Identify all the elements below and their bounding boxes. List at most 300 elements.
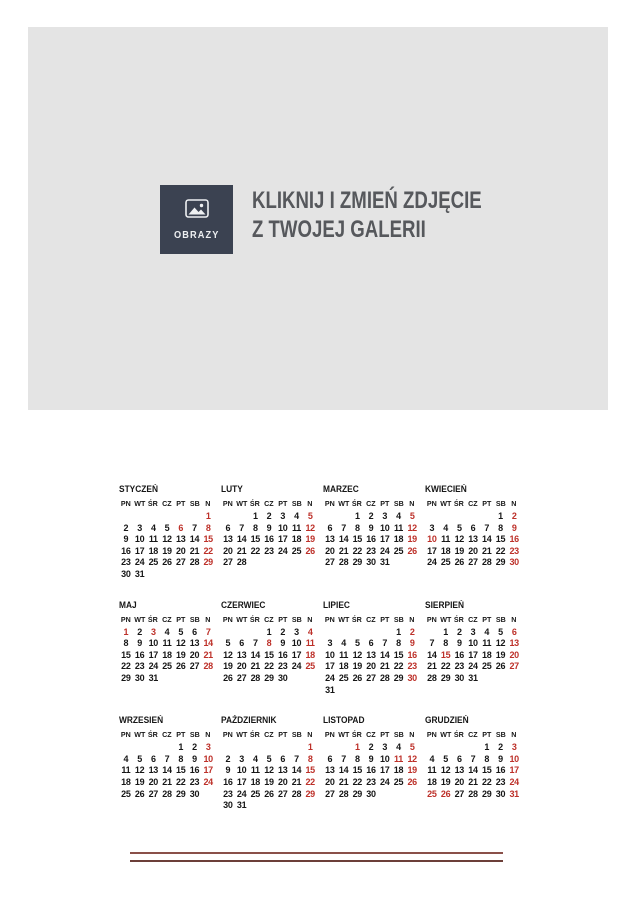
day-cell: 15	[203, 534, 213, 545]
day-cell: 11	[291, 522, 301, 533]
month-title: KWIECIEŃ	[425, 484, 467, 495]
day-cell: 28	[338, 557, 349, 568]
day-header-cell: CZ	[366, 730, 376, 740]
day-cell: 19	[407, 534, 417, 545]
day-cell: 16	[278, 649, 288, 660]
day-cell: 16	[454, 649, 464, 660]
day-cell: 18	[440, 545, 451, 556]
day-cell	[248, 742, 262, 754]
day-cell	[378, 685, 392, 697]
day-cell	[303, 800, 317, 812]
day-cell	[378, 627, 392, 639]
month-day-grid	[425, 729, 521, 800]
day-cell: 27	[468, 557, 478, 568]
day-header-cell: N	[511, 614, 517, 624]
day-cell: 29	[305, 788, 315, 799]
day-cell: 1	[484, 742, 490, 753]
day-cell: 17	[325, 661, 335, 672]
day-cell: 4	[307, 626, 313, 637]
day-cell: 8	[266, 638, 272, 649]
day-cell: 13	[278, 765, 288, 776]
day-cell	[160, 569, 174, 581]
day-cell: 12	[264, 765, 274, 776]
day-cell: 14	[162, 765, 172, 776]
images-box-button[interactable]	[160, 185, 233, 254]
day-cell	[337, 742, 351, 754]
day-cell: 27	[223, 557, 233, 568]
day-cell: 24	[468, 661, 478, 672]
day-cell: 9	[511, 522, 517, 533]
day-cell: 4	[150, 522, 156, 533]
day-cell: 17	[291, 649, 302, 660]
day-header-cell: N	[307, 730, 313, 740]
day-cell: 6	[192, 626, 197, 637]
day-cell: 17	[380, 765, 390, 776]
day-cell: 12	[440, 765, 451, 776]
day-cell: 30	[189, 788, 200, 799]
day-cell: 4	[484, 626, 490, 637]
day-cell: 31	[468, 672, 478, 683]
month-block	[425, 715, 521, 812]
day-cell	[146, 511, 160, 523]
month-day-grid	[221, 614, 317, 685]
day-cell	[323, 742, 337, 754]
day-cell: 2	[266, 511, 272, 521]
day-cell: 14	[380, 649, 390, 660]
day-header-cell: PN	[222, 730, 233, 740]
day-cell: 5	[498, 626, 503, 637]
day-cell	[174, 511, 188, 523]
day-header-cell: PT	[380, 730, 390, 740]
day-cell: 2	[498, 742, 503, 753]
day-cell: 3	[382, 511, 388, 521]
day-cell: 16	[134, 649, 145, 660]
day-header-cell: PN	[426, 499, 437, 508]
day-cell: 9	[456, 638, 462, 649]
day-cell: 4	[164, 626, 170, 637]
day-cell: 2	[280, 626, 286, 637]
day-cell: 2	[368, 511, 374, 521]
day-cell: 3	[205, 742, 211, 753]
day-cell	[290, 673, 304, 685]
day-cell: 29	[203, 557, 213, 568]
day-cell: 21	[482, 545, 492, 556]
day-header-cell: PN	[324, 499, 335, 508]
day-cell: 19	[352, 661, 362, 672]
day-header-cell: WT	[338, 614, 350, 624]
day-header-cell: ŚR	[454, 614, 465, 624]
day-cell: 17	[203, 765, 213, 776]
day-cell: 26	[352, 672, 362, 683]
day-header-cell: SB	[495, 614, 506, 624]
day-header-cell: SB	[291, 730, 302, 740]
day-cell: 17	[236, 776, 247, 787]
day-cell: 11	[339, 649, 349, 660]
day-header-cell: N	[205, 499, 211, 508]
day-cell: 17	[148, 649, 158, 660]
day-cell	[201, 789, 215, 801]
day-cell: 7	[205, 626, 211, 637]
day-cell: 28	[236, 557, 247, 568]
day-cell: 20	[278, 776, 288, 787]
month-block	[119, 600, 215, 697]
day-cell: 4	[443, 522, 448, 533]
day-cell: 1	[252, 511, 258, 521]
day-header-cell: N	[307, 614, 313, 624]
day-cell: 23	[509, 545, 519, 556]
day-header-cell: CZ	[162, 614, 172, 624]
day-cell: 13	[468, 534, 478, 545]
day-cell: 2	[123, 522, 129, 533]
day-cell: 28	[291, 788, 302, 799]
day-cell	[133, 511, 147, 523]
day-cell: 13	[189, 638, 200, 649]
day-cell: 21	[338, 545, 349, 556]
day-cell: 27	[236, 672, 247, 683]
day-cell	[146, 569, 160, 581]
day-cell: 7	[470, 753, 476, 764]
day-cell: 28	[250, 672, 260, 683]
month-title: STYCZEŃ	[119, 484, 159, 495]
day-header-cell: ŚR	[352, 499, 363, 508]
day-cell: 28	[338, 788, 349, 799]
day-cell: 1	[266, 626, 272, 637]
day-cell: 19	[407, 765, 417, 776]
day-header-cell: CZ	[264, 614, 274, 624]
day-cell: 11	[162, 638, 172, 649]
day-cell: 29	[176, 788, 186, 799]
day-cell: 13	[509, 638, 519, 649]
images-box-label: OBRAZY	[173, 229, 220, 241]
day-cell: 19	[495, 649, 506, 660]
day-cell	[248, 627, 262, 639]
day-header-cell: CZ	[468, 499, 478, 508]
month-block	[221, 715, 317, 812]
day-cell: 19	[305, 534, 315, 545]
day-cell: 14	[203, 638, 213, 649]
day-cell: 21	[203, 649, 213, 660]
day-header-cell: SB	[495, 499, 506, 508]
day-cell: 18	[393, 534, 404, 545]
day-cell: 18	[482, 649, 492, 660]
day-cell: 1	[354, 511, 360, 521]
day-header-cell: SB	[393, 614, 404, 624]
day-cell: 2	[511, 511, 517, 521]
day-cell	[405, 789, 419, 801]
month-title: LIPIEC	[323, 599, 350, 611]
day-cell: 9	[368, 522, 374, 533]
day-cell: 2	[137, 626, 142, 637]
day-cell: 27	[509, 661, 519, 672]
day-cell: 1	[123, 626, 129, 637]
day-header-cell: PT	[380, 614, 390, 624]
day-cell: 5	[456, 522, 462, 533]
day-cell	[290, 800, 304, 812]
day-cell: 21	[338, 776, 349, 787]
day-cell	[262, 742, 276, 754]
day-cell: 1	[307, 742, 313, 753]
day-cell: 17	[468, 649, 478, 660]
day-cell: 20	[325, 776, 335, 787]
day-cell	[248, 800, 262, 812]
day-cell: 1	[443, 626, 448, 637]
day-header-cell: SB	[393, 730, 404, 740]
day-cell: 26	[305, 545, 315, 556]
day-cell: 1	[205, 511, 211, 521]
day-header-cell: CZ	[366, 499, 376, 508]
day-header-cell: PN	[120, 614, 131, 624]
day-cell: 4	[294, 511, 299, 521]
day-cell: 15	[352, 765, 362, 776]
day-cell: 19	[223, 661, 233, 672]
day-cell	[425, 511, 439, 523]
day-cell	[160, 673, 174, 685]
day-cell: 25	[162, 661, 172, 672]
month-block	[221, 600, 317, 697]
day-cell: 3	[137, 522, 142, 533]
day-cell: 3	[511, 742, 517, 753]
photo-placeholder[interactable]	[28, 27, 608, 410]
day-cell: 25	[393, 545, 404, 556]
day-header-cell: N	[511, 730, 517, 740]
day-cell: 11	[393, 753, 403, 764]
day-cell: 18	[162, 649, 172, 660]
day-cell: 10	[468, 638, 478, 649]
day-cell	[452, 511, 466, 523]
day-cell: 26	[223, 672, 233, 683]
day-cell: 13	[454, 765, 464, 776]
day-header-cell: PN	[222, 614, 233, 624]
day-cell: 8	[205, 522, 211, 533]
day-cell	[439, 742, 453, 754]
day-cell	[303, 673, 317, 685]
day-header-cell: WT	[134, 614, 146, 624]
day-header-cell: PN	[120, 499, 131, 508]
day-cell: 25	[427, 788, 437, 799]
month-title: MAJ	[119, 599, 137, 611]
day-cell: 27	[366, 672, 376, 683]
day-cell: 23	[189, 776, 200, 787]
day-cell: 9	[123, 534, 129, 545]
day-cell: 11	[441, 534, 451, 545]
day-cell: 4	[396, 742, 401, 753]
day-cell: 31	[134, 568, 145, 579]
day-cell: 10	[134, 534, 145, 545]
day-cell: 22	[305, 776, 315, 787]
day-cell: 10	[325, 649, 335, 660]
day-cell	[119, 742, 133, 754]
day-cell	[507, 673, 521, 685]
day-cell: 5	[307, 511, 313, 521]
day-cell: 22	[482, 776, 492, 787]
day-cell: 18	[305, 649, 315, 660]
day-cell: 18	[148, 545, 158, 556]
day-cell	[337, 511, 351, 523]
day-cell: 4	[429, 753, 435, 764]
day-cell: 26	[407, 776, 417, 787]
day-header-cell: N	[205, 730, 211, 740]
day-cell	[133, 742, 147, 754]
day-cell: 8	[178, 753, 184, 764]
day-cell: 23	[407, 661, 417, 672]
day-cell: 26	[264, 788, 274, 799]
day-cell: 11	[482, 638, 492, 649]
day-cell	[350, 627, 364, 639]
day-cell	[392, 789, 406, 801]
day-cell: 2	[225, 753, 231, 764]
day-cell: 20	[236, 661, 247, 672]
day-cell: 3	[470, 626, 476, 637]
day-cell: 30	[454, 672, 464, 683]
day-cell: 18	[121, 776, 131, 787]
day-cell: 20	[189, 649, 200, 660]
day-cell: 7	[429, 638, 435, 649]
day-cell: 20	[176, 545, 186, 556]
day-cell: 30	[495, 788, 506, 799]
day-cell: 24	[509, 776, 519, 787]
day-cell	[160, 511, 174, 523]
day-cell: 8	[123, 638, 129, 649]
day-cell: 10	[427, 534, 437, 545]
day-header-cell: PN	[426, 730, 437, 740]
day-cell: 9	[498, 753, 503, 764]
day-cell: 3	[150, 626, 156, 637]
day-cell: 12	[134, 765, 145, 776]
day-cell: 11	[148, 534, 158, 545]
day-cell: 20	[148, 776, 158, 787]
day-cell	[248, 557, 262, 569]
day-cell: 7	[341, 753, 346, 764]
day-cell: 16	[189, 765, 200, 776]
day-cell: 24	[380, 545, 390, 556]
day-header-cell: PT	[482, 730, 492, 740]
day-cell: 13	[236, 649, 247, 660]
day-header-cell: PN	[324, 730, 335, 740]
day-cell: 9	[368, 753, 374, 764]
day-cell: 21	[236, 545, 247, 556]
day-cell: 24	[236, 788, 247, 799]
day-cell	[235, 511, 249, 523]
day-cell: 15	[250, 534, 260, 545]
day-cell: 2	[192, 742, 197, 753]
day-cell: 21	[427, 661, 437, 672]
day-cell: 6	[225, 522, 231, 533]
day-cell: 26	[134, 788, 145, 799]
day-header-cell: PN	[324, 614, 335, 624]
month-day-grid	[119, 614, 215, 685]
day-cell: 4	[396, 511, 401, 521]
day-header-cell: N	[511, 499, 517, 508]
day-cell: 11	[305, 638, 315, 649]
day-cell: 10	[509, 753, 519, 764]
day-cell: 11	[427, 765, 437, 776]
day-cell	[392, 557, 406, 569]
day-cell: 23	[366, 545, 376, 556]
day-cell: 14	[482, 534, 492, 545]
day-cell: 14	[291, 765, 302, 776]
day-cell: 4	[341, 638, 346, 649]
day-header-cell: N	[409, 730, 415, 740]
day-cell: 16	[366, 765, 376, 776]
day-cell: 8	[484, 753, 490, 764]
day-cell: 8	[498, 522, 503, 533]
day-cell: 12	[407, 753, 417, 764]
month-title: PAŹDZIERNIK	[221, 715, 277, 727]
day-cell: 10	[380, 753, 390, 764]
day-header-cell: SB	[393, 499, 404, 508]
day-cell: 27	[325, 788, 335, 799]
day-cell	[378, 789, 392, 801]
day-cell: 10	[203, 753, 213, 764]
day-cell: 21	[162, 776, 172, 787]
day-cell: 29	[495, 557, 506, 568]
day-cell: 14	[338, 534, 349, 545]
day-cell: 23	[121, 557, 131, 568]
day-cell: 29	[352, 557, 362, 568]
day-cell: 16	[223, 776, 233, 787]
day-cell: 18	[393, 765, 404, 776]
day-cell: 3	[294, 626, 299, 637]
day-cell: 16	[509, 534, 519, 545]
day-cell: 29	[482, 788, 492, 799]
day-cell: 13	[223, 534, 233, 545]
day-cell: 14	[468, 765, 478, 776]
day-cell: 22	[393, 661, 404, 672]
day-cell: 5	[409, 742, 415, 753]
day-cell: 23	[264, 545, 274, 556]
day-cell: 5	[443, 753, 448, 764]
day-cell: 24	[148, 661, 158, 672]
day-cell: 18	[427, 776, 437, 787]
day-cell: 20	[223, 545, 233, 556]
day-header-cell: ŚR	[454, 730, 465, 740]
day-cell	[235, 627, 249, 639]
day-cell	[235, 742, 249, 754]
day-header-cell: ŚR	[148, 499, 159, 508]
day-cell	[350, 685, 364, 697]
day-cell: 27	[148, 788, 158, 799]
day-cell: 22	[352, 545, 362, 556]
day-cell: 9	[192, 753, 197, 764]
day-header-cell: N	[307, 499, 313, 508]
month-block	[119, 484, 215, 581]
day-header-cell: SB	[189, 614, 200, 624]
day-cell: 22	[203, 545, 213, 556]
day-cell: 11	[121, 765, 131, 776]
day-cell: 5	[354, 638, 360, 649]
day-cell	[480, 511, 494, 523]
day-cell: 22	[176, 776, 186, 787]
day-header-cell: WT	[338, 730, 350, 740]
day-cell: 7	[239, 522, 244, 533]
day-cell: 7	[294, 753, 299, 764]
day-cell: 19	[176, 649, 186, 660]
day-cell: 29	[121, 672, 131, 683]
month-day-grid	[425, 614, 521, 685]
day-cell: 22	[250, 545, 260, 556]
day-cell: 24	[380, 776, 390, 787]
month-title: GRUDZIEŃ	[425, 715, 469, 727]
day-cell: 27	[454, 788, 464, 799]
month-block	[119, 715, 215, 812]
day-cell: 31	[325, 684, 335, 695]
day-header-cell: PT	[278, 499, 288, 508]
day-header-cell: ŚR	[454, 499, 465, 508]
month-block	[323, 600, 419, 697]
month-day-grid	[425, 498, 521, 569]
day-cell	[262, 557, 276, 569]
day-cell: 12	[352, 649, 362, 660]
